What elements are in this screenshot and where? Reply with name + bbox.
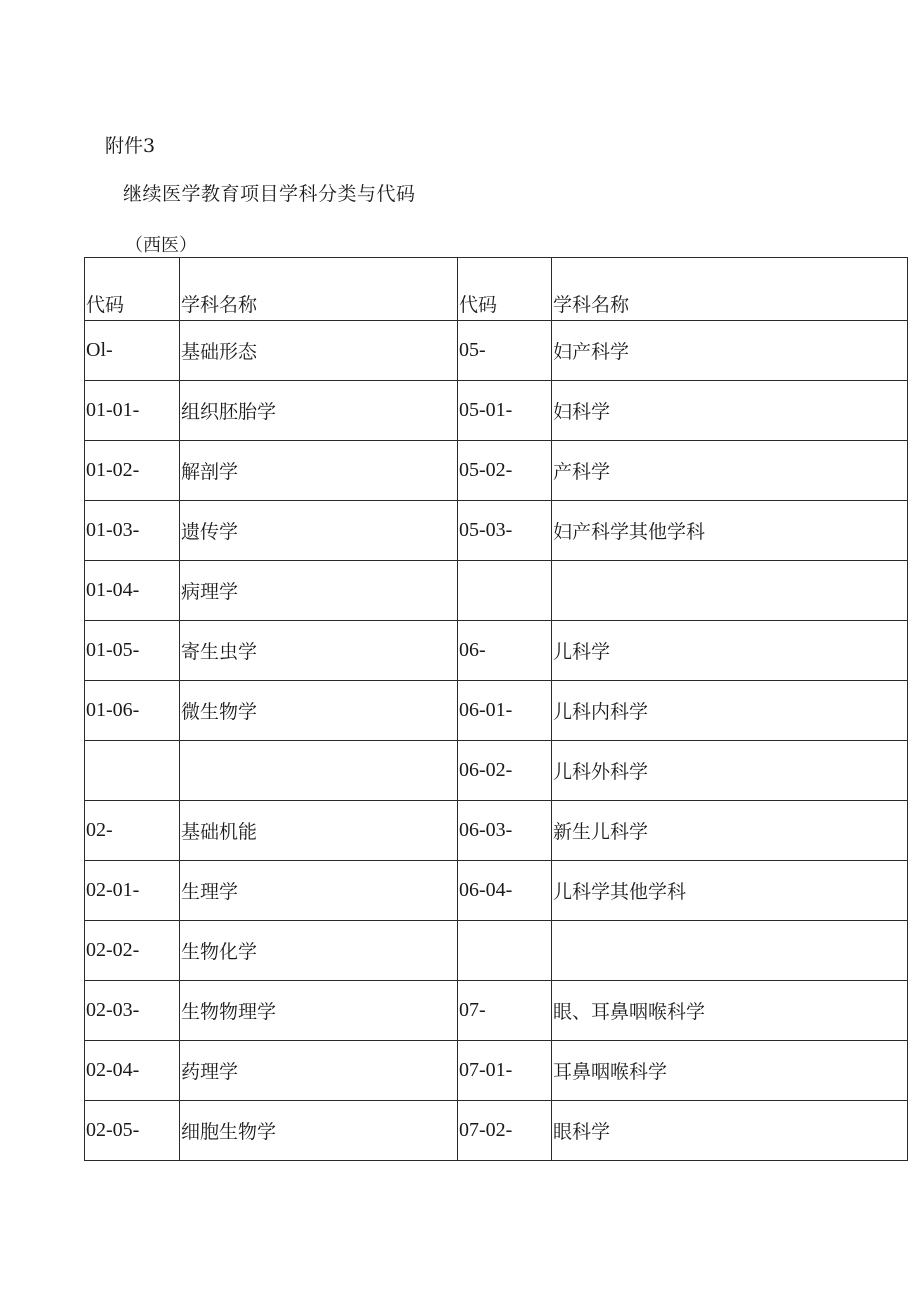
cell-name-left: 遗传学 [180,501,458,561]
table-row [85,1041,908,1101]
table-header-row [85,258,908,321]
attachment-label: 附件3 [105,135,156,157]
cell-name-right [552,921,908,981]
cell-code-left: 01-02- [85,441,180,501]
cell-code-left: 01-03- [85,501,180,561]
cell-code-right: 05-02- [458,441,552,501]
table-row [85,1101,908,1161]
header-code-left: 代码 [85,258,180,321]
cell-code-left: 01-05- [85,621,180,681]
cell-code-right: 06- [458,621,552,681]
cell-name-left: 解剖学 [180,441,458,501]
cell-name-right: 产科学 [552,441,908,501]
cell-code-right: 07-02- [458,1101,552,1161]
discipline-code-table [84,257,908,1161]
cell-name-left: 寄生虫学 [180,621,458,681]
cell-code-right: 06-01- [458,681,552,741]
table-row [85,441,908,501]
header-code-right: 代码 [458,258,552,321]
table-row [85,921,908,981]
header-name-left: 学科名称 [180,258,458,321]
cell-name-left: 生理学 [180,861,458,921]
cell-code-left: 01-06- [85,681,180,741]
cell-name-left: 细胞生物学 [180,1101,458,1161]
table-row [85,321,908,381]
cell-code-right [458,921,552,981]
document-subtitle: （西医） [125,235,197,256]
cell-code-right: 05-01- [458,381,552,441]
cell-code-right: 07-01- [458,1041,552,1101]
cell-code-right: 05-03- [458,501,552,561]
table-row [85,801,908,861]
cell-name-left: 生物化学 [180,921,458,981]
cell-name-right: 儿科外科学 [552,741,908,801]
cell-name-right: 耳鼻咽喉科学 [552,1041,908,1101]
cell-name-left: 基础机能 [180,801,458,861]
cell-name-right: 妇产科学其他学科 [552,501,908,561]
table-row [85,981,908,1041]
cell-name-left: 组织胚胎学 [180,381,458,441]
cell-code-right: 05- [458,321,552,381]
header-name-right: 学科名称 [552,258,908,321]
cell-code-right [458,561,552,621]
cell-name-left: 微生物学 [180,681,458,741]
cell-name-left: 基础形态 [180,321,458,381]
cell-name-right: 眼科学 [552,1101,908,1161]
cell-code-left: 01-04- [85,561,180,621]
table-row [85,501,908,561]
cell-code-right: 06-02- [458,741,552,801]
cell-code-left [85,741,180,801]
document-title: 继续医学教育项目学科分类与代码 [123,183,416,205]
table-row [85,861,908,921]
cell-code-left: Ol- [85,321,180,381]
table-row [85,681,908,741]
cell-code-right: 06-03- [458,801,552,861]
cell-code-left: 01-01- [85,381,180,441]
cell-code-left: 02- [85,801,180,861]
cell-code-left: 02-03- [85,981,180,1041]
cell-name-left: 药理学 [180,1041,458,1101]
cell-name-right: 妇科学 [552,381,908,441]
cell-name-right: 妇产科学 [552,321,908,381]
cell-name-right: 儿科学其他学科 [552,861,908,921]
table-row [85,741,908,801]
cell-name-right: 儿科学 [552,621,908,681]
cell-name-right: 眼、耳鼻咽喉科学 [552,981,908,1041]
cell-code-left: 02-02- [85,921,180,981]
cell-code-left: 02-01- [85,861,180,921]
cell-name-left: 生物物理学 [180,981,458,1041]
table-row [85,621,908,681]
cell-code-left: 02-05- [85,1101,180,1161]
table-row [85,381,908,441]
cell-name-right: 儿科内科学 [552,681,908,741]
cell-name-left [180,741,458,801]
cell-code-left: 02-04- [85,1041,180,1101]
cell-name-right [552,561,908,621]
cell-code-right: 07- [458,981,552,1041]
cell-code-right: 06-04- [458,861,552,921]
cell-name-left: 病理学 [180,561,458,621]
table-row [85,561,908,621]
cell-name-right: 新生儿科学 [552,801,908,861]
